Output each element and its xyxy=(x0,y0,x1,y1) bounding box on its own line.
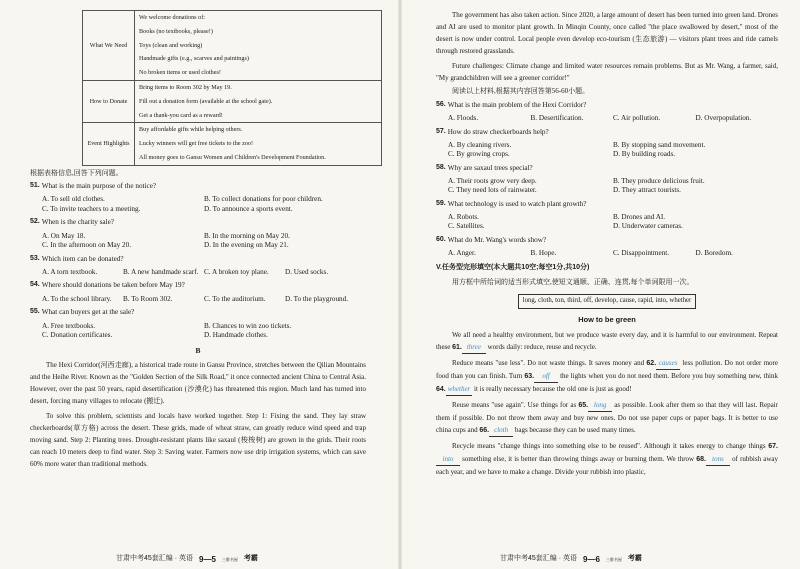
passage-instruction: 阅读以上材料,根据其内容回答第56-60小题。 xyxy=(452,87,590,96)
question-item xyxy=(436,164,778,196)
question-stem xyxy=(30,281,366,290)
answer-option[interactable]: B. In the morning on May 20. xyxy=(204,231,290,240)
footer-logo-text: 考霸 xyxy=(243,555,258,563)
answer-option[interactable]: D. By building roads. xyxy=(613,150,676,159)
table-line: Toys (clean and working) xyxy=(139,41,203,49)
donation-table xyxy=(82,10,382,166)
question-item xyxy=(30,182,366,214)
answer-option[interactable]: B. Hope. xyxy=(530,249,557,258)
cloze-text: Recycle means "change things into something else to be reused". Although it takes energy to change things xyxy=(452,441,769,450)
question-item xyxy=(436,200,778,232)
blank-answer[interactable]: tons xyxy=(706,453,730,466)
blank-number: 64. xyxy=(436,385,446,393)
left-footer xyxy=(116,555,258,565)
answer-option[interactable]: C. A broken toy plane. xyxy=(204,267,269,276)
question-item xyxy=(30,308,366,340)
answer-option[interactable]: B. Drones and AI. xyxy=(613,213,666,222)
blank-number: 63. xyxy=(524,372,535,380)
answer-option[interactable]: D. Underwater cameras. xyxy=(613,222,683,231)
answer-option[interactable]: B. They produce delicious fruit. xyxy=(613,176,705,185)
passage-paragraph: Future challenges: Climate change and limited water resources remain problems. But as Mr. Wang, a farmer, said, "My grandchildren will see a greener corridor!" xyxy=(436,62,778,83)
answer-option[interactable]: C. In the afternoon on May 20. xyxy=(42,240,132,249)
question-text: What is the main problem of the Hexi Corridor? xyxy=(447,100,587,109)
question-text: What can buyers get at the sale? xyxy=(41,308,135,317)
blank-answer[interactable]: cloth xyxy=(489,424,513,437)
question-number: 58. xyxy=(436,163,446,171)
table-row xyxy=(83,80,382,122)
answer-option[interactable]: A. Their roots grow very deep. xyxy=(448,176,537,185)
table-line: Buy affordable gifts while helping others. xyxy=(139,126,243,134)
table-line: Handmade gifts (e.g., scarves and paintings) xyxy=(139,55,249,63)
question-text: Where should donations be taken before May 19? xyxy=(41,281,185,290)
question-text: When is the charity sale? xyxy=(41,218,114,227)
table-instruction: 根据表格信息,回答下列问题。 xyxy=(30,168,123,177)
question-stem xyxy=(436,128,778,137)
blank-number: 66. xyxy=(479,426,490,434)
option-list xyxy=(436,114,778,123)
answer-option[interactable]: A. To sell old clothes. xyxy=(42,195,105,204)
option-list xyxy=(30,322,366,340)
cloze-paragraph xyxy=(436,357,778,396)
cloze-passage xyxy=(436,329,778,478)
table-line: Lucky winners will get free tickets to the zoo! xyxy=(139,140,254,148)
option-list xyxy=(30,268,366,277)
blank-number: 62. xyxy=(646,359,657,367)
table-line: All money goes to Gansu Women and Children's Development Foundation. xyxy=(139,153,326,161)
cloze-text: words daily: reduce, reuse and recycle. xyxy=(485,342,597,351)
answer-option[interactable]: D. To the playground. xyxy=(285,294,349,303)
answer-option[interactable]: A. On May 18. xyxy=(42,231,86,240)
word-box-list: long, cloth, ton, third, off, develop, cause, rapid, into, whether xyxy=(518,294,697,309)
blank-answer[interactable]: causes xyxy=(656,357,680,370)
cloze-text: less pollution. Do not order more food than you can finish. Turn xyxy=(436,358,778,380)
question-number: 51. xyxy=(30,182,40,190)
cloze-text: as possible. Look after them so that they will last. Repair them if possible. Do not throw them away and buy new ones. Do not use paper cups or paper bags. It is better to use china cups and xyxy=(436,400,778,434)
answer-option[interactable]: C. By growing crops. xyxy=(448,150,510,159)
answer-option[interactable]: D. They attract tourists. xyxy=(613,186,681,195)
answer-option[interactable]: B. To Room 302. xyxy=(123,294,173,303)
passage-b-continued xyxy=(436,9,778,84)
footer-logo-text: 考霸 xyxy=(627,555,642,563)
answer-option[interactable]: A. Floods. xyxy=(448,113,479,122)
answer-option[interactable]: A. By cleaning rivers. xyxy=(448,140,512,149)
question-item xyxy=(436,101,778,123)
answer-option[interactable]: C. Satellites. xyxy=(448,222,485,231)
answer-option[interactable]: A. Free textbooks. xyxy=(42,321,96,330)
option-list xyxy=(436,213,778,231)
answer-option[interactable]: B. By stopping sand movement. xyxy=(613,140,706,149)
blank-number: 68. xyxy=(696,455,706,463)
answer-option[interactable]: D. In the evening on May 21. xyxy=(204,240,289,249)
question-number: 53. xyxy=(30,254,40,262)
table-row-body xyxy=(135,11,382,81)
section-b-heading: B xyxy=(195,346,201,356)
question-text: What is the main purpose of the notice? xyxy=(41,182,157,191)
passage-paragraph: To solve this problem, scientists and locals have worked together. Step 1: Fixing the sand. They lay straw checkerboards(草方格) across the desert. These grids, made of wheat straw, can greatly reduce wind speed and trap moving sand. Step 2: Planting trees. Drought-resistant plants like saxaul (梭梭树) are grown in the grids. Their roots can reach 10 meters deep to find water. Step 3: Saving water. Farmers now use drip irrigation systems, which can save 60% more water than traditional methods. xyxy=(30,411,366,468)
question-text: What technology is used to watch plant growth? xyxy=(447,199,587,208)
cloze-text: something else, it is better than throwing things away or burning them. We throw xyxy=(460,454,697,463)
table-line: Get a thank-you card as a reward! xyxy=(139,111,223,119)
answer-option[interactable]: A. Robots. xyxy=(448,213,479,222)
table-line: Fill out a donation form (available at the school gate). xyxy=(139,97,273,105)
blank-answer[interactable]: whether xyxy=(446,383,473,396)
answer-option[interactable]: A. A torn textbook. xyxy=(42,267,98,276)
table-row-head: How to Donate xyxy=(83,80,135,122)
question-stem xyxy=(436,101,778,110)
answer-option[interactable]: C. Donation certificates. xyxy=(42,330,113,339)
option-list xyxy=(30,195,366,213)
passage-paragraph: The Hexi Corridor(河西走廊), a historical trade route in Gansu Province, stretches between the Qilian Mountains and the Heihe River. Known as the "Golden Section of the Silk Road," it once connected ancient China to Central Asia. However, over the past 50 years, rapid desertification (沙漠化) has threatened this region. Much land has turned into desert, forcing many villages to relocate (搬迁). xyxy=(30,360,366,405)
cloze-text: of rubbish away each year, and we have to make a change. Divide your rubbish into plastic, xyxy=(436,454,778,476)
question-text: Which item can be donated? xyxy=(41,254,124,263)
question-number: 52. xyxy=(30,218,40,226)
cloze-paragraph xyxy=(436,399,778,437)
answer-option[interactable]: B. A new handmade scarf. xyxy=(123,267,199,276)
question-item xyxy=(30,218,366,250)
option-list xyxy=(30,295,366,304)
question-item xyxy=(30,255,366,277)
question-number: 57. xyxy=(436,127,446,135)
question-stem xyxy=(30,182,366,191)
table-row-head: Event Highlights xyxy=(83,123,135,165)
answer-option[interactable]: C. They need lots of rainwater. xyxy=(448,186,537,195)
cloze-text: Reduce means "use less". Do not waste things. It saves money and xyxy=(452,358,647,367)
question-stem xyxy=(30,218,366,227)
footer-brand: 三维书屋 xyxy=(605,556,622,562)
question-list-51-55 xyxy=(30,182,366,340)
answer-option[interactable]: D. Handmade clothes. xyxy=(204,330,268,339)
blank-answer[interactable]: into xyxy=(436,453,460,466)
table-row-body xyxy=(135,123,382,165)
answer-option[interactable]: B. To collect donations for poor children. xyxy=(204,195,323,204)
cloze-text: bags because they can be used many times. xyxy=(513,425,636,434)
question-item xyxy=(436,128,778,160)
question-text: Why are saxaul trees special? xyxy=(447,163,533,172)
passage-b xyxy=(30,359,366,470)
option-list xyxy=(30,232,366,250)
blank-answer[interactable]: long xyxy=(588,399,612,412)
question-number: 56. xyxy=(436,100,446,108)
answer-option[interactable]: D. Used socks. xyxy=(285,267,329,276)
page-number: 9—6 xyxy=(583,554,600,564)
answer-option[interactable]: B. Desertification. xyxy=(530,113,584,122)
answer-option[interactable]: A. Anger. xyxy=(448,249,476,258)
cloze-text: We all need a healthy environment, but we produce waste every day, and it is harmful to our environment. Repeat these xyxy=(436,330,778,351)
blank-number: 61. xyxy=(452,343,462,351)
answer-option[interactable]: D. To announce a sports event. xyxy=(204,204,293,213)
table-row-head: What We Need xyxy=(83,11,135,81)
answer-option[interactable]: D. Boredom. xyxy=(695,249,733,258)
answer-option[interactable]: D. Overpopulation. xyxy=(695,113,752,122)
question-stem xyxy=(436,164,778,173)
question-text: How do straw checkerboards help? xyxy=(447,127,549,136)
cloze-text: Reuse means "use again". Use things for as xyxy=(452,400,579,409)
cloze-title: How to be green xyxy=(578,315,636,325)
question-stem xyxy=(30,255,366,264)
footer-title: 甘肃中考45套汇编 · 英语 xyxy=(116,555,194,563)
table-row-body xyxy=(135,80,382,122)
table-line: Books (no textbooks, please!) xyxy=(139,27,213,35)
question-text: What do Mr. Wang's words show? xyxy=(447,236,547,245)
question-list-56-60 xyxy=(436,101,778,259)
cloze-paragraph xyxy=(436,440,778,478)
footer-title: 甘肃中考45套汇编 · 英语 xyxy=(500,555,578,563)
answer-option[interactable]: C. Air pollution. xyxy=(613,113,661,122)
question-number: 59. xyxy=(436,199,446,207)
option-list xyxy=(436,249,778,258)
table-row xyxy=(83,123,382,165)
table-line: Bring items to Room 302 by May 19. xyxy=(139,83,232,91)
option-list xyxy=(436,141,778,159)
right-page xyxy=(400,0,800,569)
question-stem xyxy=(436,236,778,245)
answer-option[interactable]: C. To invite teachers to a meeting. xyxy=(42,204,141,213)
table-row xyxy=(83,11,382,81)
cloze-paragraph xyxy=(436,329,778,354)
section-5-instruction: 用方框中所给词的适当形式填空,使短文通顺、正确、连贯,每个单词限用一次。 xyxy=(452,278,694,287)
right-footer xyxy=(500,555,642,565)
answer-option[interactable]: A. To the school library. xyxy=(42,294,112,303)
word-box xyxy=(436,294,778,309)
answer-option[interactable]: B. Chances to win zoo tickets. xyxy=(204,321,292,330)
blank-answer[interactable]: off xyxy=(534,370,558,383)
passage-paragraph: The government has also taken action. Since 2020, a large amount of desert has been turned into green land. Drones and AI are used to monitor plant growth. In Minqin County, once called "the place swallowed by desert," most of the desert is now under control. Local people even develop eco-tourism (生态旅游) — visitors plant trees and ride camels through restored grasslands. xyxy=(436,11,778,56)
table-line: We welcome donations of: xyxy=(139,14,205,21)
table-line: No broken items or used clothes! xyxy=(139,69,221,77)
question-item xyxy=(436,236,778,258)
answer-option[interactable]: C. To the auditorium. xyxy=(204,294,266,303)
footer-brand: 三维书屋 xyxy=(221,556,238,562)
question-item xyxy=(30,281,366,303)
question-stem xyxy=(30,308,366,317)
answer-option[interactable]: C. Disappointment. xyxy=(613,249,670,258)
cloze-text: it is really necessary because the old one is just as good! xyxy=(472,384,632,393)
cloze-text: the lights when you do not need them. Before you buy something new, think xyxy=(558,371,778,380)
blank-number: 67. xyxy=(768,442,778,450)
question-number: 55. xyxy=(30,308,40,316)
blank-number: 65. xyxy=(578,401,589,409)
question-stem xyxy=(436,200,778,209)
page-number: 9—5 xyxy=(199,554,216,564)
option-list xyxy=(436,177,778,195)
blank-answer[interactable]: three xyxy=(462,341,486,354)
question-number: 60. xyxy=(436,236,446,244)
section-5-title: V.任务型完形填空(本大题共10空;每空1分,共10分) xyxy=(436,264,590,272)
question-number: 54. xyxy=(30,281,40,289)
